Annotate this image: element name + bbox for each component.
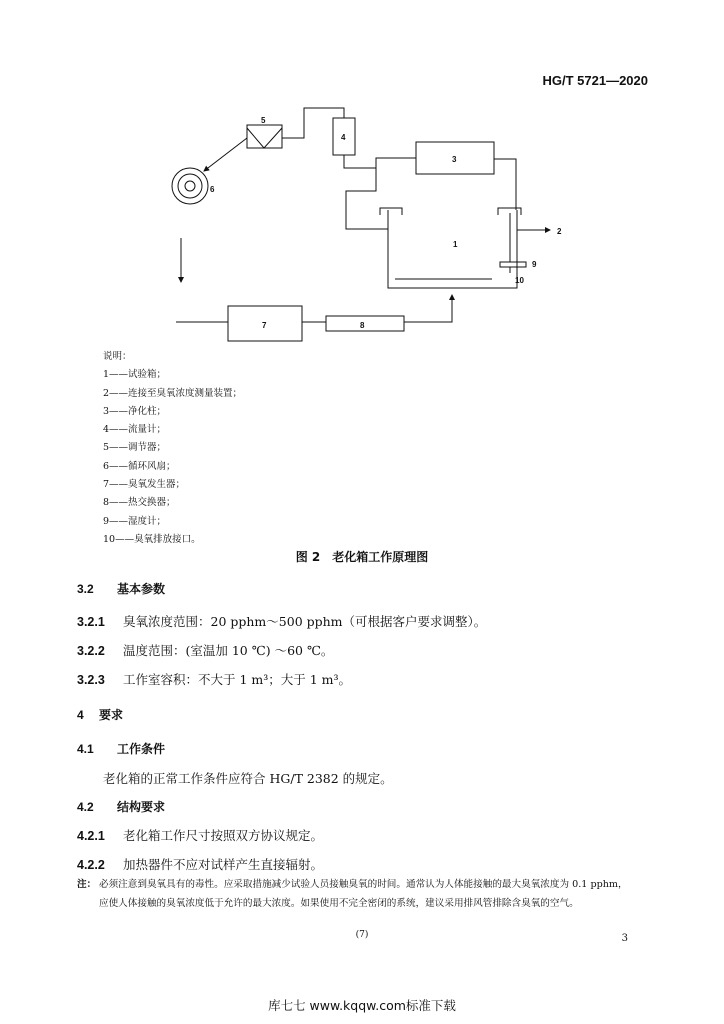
section-number: 4.2.2 [77, 858, 105, 872]
section-title: 基本参数 [117, 582, 166, 596]
section-text: 老化箱工作尺寸按照双方协议规定。 [123, 828, 324, 843]
label-1: 1 [453, 240, 458, 249]
heat-exchanger [326, 316, 404, 331]
label-3: 3 [452, 155, 457, 164]
test-chamber-outline [388, 210, 517, 288]
section-title: 工作条件 [117, 742, 166, 756]
regulator [247, 125, 282, 148]
figure-caption: 图 2 老化箱工作原理图 [295, 550, 429, 564]
section-text: 加热器件不应对试样产生直接辐射。 [123, 857, 324, 872]
section-3-2-2 [77, 641, 333, 659]
label-2: 2 [557, 227, 562, 236]
section-3-2-1 [77, 612, 486, 630]
chamber-top-flaps [380, 208, 521, 215]
label-7: 7 [262, 321, 267, 330]
section-number: 3.2.2 [77, 644, 105, 658]
section-number: 3.2.1 [77, 615, 105, 629]
legend-title: 说明： [103, 351, 132, 362]
section-3-2 [77, 580, 165, 597]
section-number: 3.2 [77, 582, 94, 596]
section-4-1-body: 老化箱的正常工作条件应符合 HG/T 2382 的规定。 [103, 771, 393, 786]
label-8: 8 [360, 321, 365, 330]
legend-item: 4——流量计； [103, 424, 167, 436]
section-4 [77, 706, 123, 723]
legend-item: 1——试验箱； [103, 369, 167, 381]
section-3-2-3 [77, 670, 351, 688]
section-title: 结构要求 [117, 800, 166, 814]
section-text: 工作室容积：不大于 1 m³；大于 1 m³。 [123, 672, 352, 687]
legend [103, 348, 242, 549]
label-10: 10 [515, 276, 524, 285]
section-4-2-1 [77, 826, 323, 844]
section-text: 臭氧浓度范围：20 pphm～500 pphm（可根据客户要求调整）。 [123, 614, 487, 629]
note [77, 876, 637, 913]
page-marker: (7) [355, 930, 369, 940]
label-6: 6 [210, 185, 215, 194]
legend-item: 7——臭氧发生器； [103, 479, 186, 491]
legend-item: 8——热交换器； [103, 497, 176, 509]
hygrometer [500, 262, 526, 267]
section-title: 要求 [99, 708, 124, 722]
footer-watermark: 库七七 www.kqqw.com标准下载 [268, 998, 456, 1013]
section-4-2 [77, 798, 165, 815]
section-number: 4.2.1 [77, 829, 105, 843]
legend-item: 5——调节器； [103, 442, 167, 454]
legend-item: 3——净化柱； [103, 405, 167, 417]
note-text: 必须注意到臭氧具有的毒性。应采取措施减少试验人员接触臭氧的时间。通常认为人体能接触的最大臭氧浓度为 0.1 pphm，应使人体接触的臭氧浓度低于允许的最大浓度。如果使用不完全密闭的系统，建议采用排风管排除含臭氧的空气。 [99, 879, 628, 909]
standard-code: HG/T 5721—2020 [542, 73, 648, 88]
legend-item: 10——臭氧排放接口。 [103, 533, 201, 545]
legend-item: 2——连接至臭氧浓度测量装置； [103, 387, 243, 399]
section-number: 4.2 [77, 800, 94, 814]
circulation-fan [172, 168, 208, 204]
legend-item: 6——循环风扇； [103, 460, 176, 472]
page-number: 3 [621, 933, 628, 944]
section-number: 4.1 [77, 742, 94, 756]
section-number: 3.2.3 [77, 673, 105, 687]
note-label: 注： [77, 879, 97, 890]
section-4-2-2 [77, 855, 323, 873]
section-text: 温度范围：(室温加 10 ℃) ～60 ℃。 [123, 643, 334, 658]
section-4-1 [77, 740, 165, 757]
label-4: 4 [341, 133, 346, 142]
section-number: 4 [77, 708, 84, 722]
legend-item: 9——湿度计； [103, 515, 167, 527]
label-5: 5 [261, 116, 266, 125]
aging-chamber-diagram [0, 0, 724, 345]
label-9: 9 [532, 260, 537, 269]
